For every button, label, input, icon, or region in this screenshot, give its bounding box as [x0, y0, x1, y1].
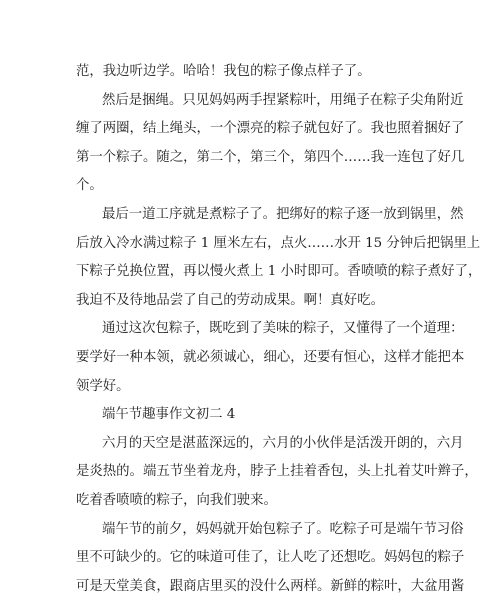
text-line: 第一个粽子。随之，第二个，第三个，第四个……我一连包了好几 — [76, 149, 465, 165]
text-line: 吃着香喷喷的粽子，向我们驶来。 — [76, 492, 277, 508]
text-line: 下粽子兑换位置，再以慢火煮上 1 小时即可。香喷喷的粽子煮好了， — [76, 264, 482, 280]
essay-text — [76, 58, 482, 601]
text-line: 领学好。 — [76, 378, 130, 394]
text-line: 后放入冷水满过粽子 1 厘米左右，点火……水开 15 分钟后把锅里上 — [76, 235, 481, 251]
text-line: 个。 — [76, 178, 103, 194]
text-line: 里不可缺少的。它的味道可佳了，让人吃了还想吃。妈妈包的粽子 — [76, 550, 465, 566]
text-line: 要学好一种本领，就必须诚心，细心，还要有恒心，这样才能把本 — [76, 349, 465, 365]
text-line: 六月的天空是湛蓝深远的，六月的小伙伴是活泼开朗的，六月 — [102, 435, 464, 451]
text-line: 可是天堂美食，跟商店里买的没什么两样。新鲜的粽叶，大盆用酱 — [76, 578, 465, 594]
text-line: 是炎热的。端五节坐着龙舟，脖子上挂着香包，头上扎着艾叶辫子， — [76, 464, 478, 480]
text-line: 最后一道工序就是煮粽子了。把绑好的粽子逐一放到锅里，然 — [102, 206, 464, 222]
text-line: 缠了两圈，结上绳头，一个漂亮的粽子就包好了。我也照着捆好了 — [76, 121, 465, 137]
text-line: 范，我边听边学。哈哈！我包的粽子像点样子了。 — [76, 64, 371, 79]
text-line: 通过这次包粽子，既吃到了美味的粽子，又懂得了一个道理： — [102, 321, 464, 337]
text-line: 然后是捆绳。只见妈妈两手捏紧粽叶，用绳子在粽子尖角附近 — [102, 92, 464, 108]
text-line: 端午节的前夕，妈妈就开始包粽子了。吃粽子可是端午节习俗 — [102, 521, 464, 537]
section-heading: 端午节趣事作文初二 4 — [102, 407, 236, 423]
text-line: 我迫不及待地品尝了自己的劳动成果。啊！真好吃。 — [76, 292, 384, 308]
